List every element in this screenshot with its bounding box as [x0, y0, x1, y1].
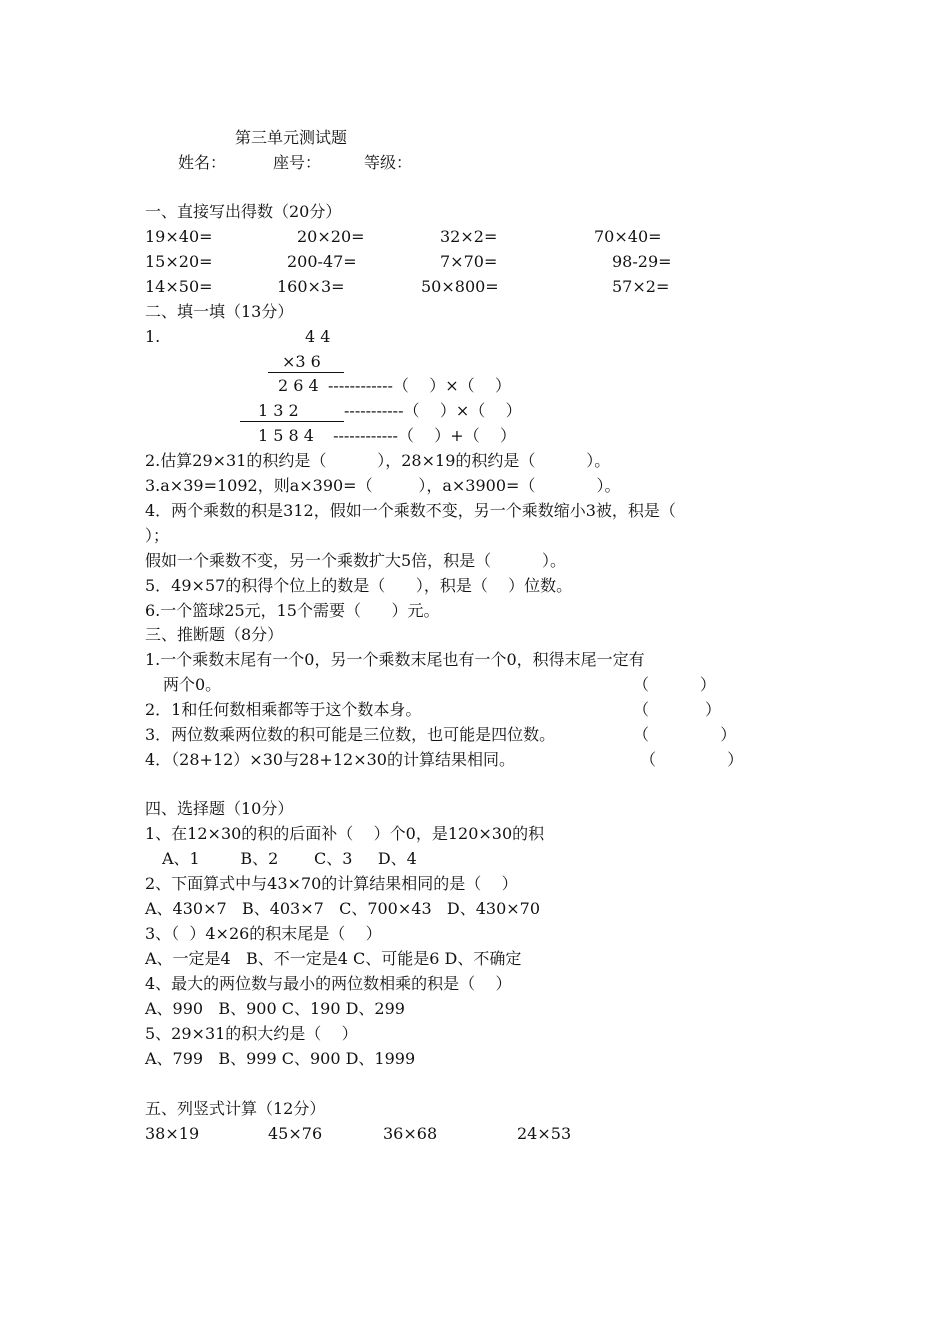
choice-5: 5、29×31的积大约是（ ） — [145, 1024, 358, 1043]
question-4-line-1: 4．两个乘数的积是312，假如一个乘数不变，另一个乘数缩小3被，积是（ — [145, 501, 676, 520]
calc-item: 160×3= — [277, 277, 345, 296]
choice-5-options: A、799 B、999 C、900 D、1999 — [145, 1049, 416, 1068]
calc-item: 20×20= — [297, 227, 365, 246]
question-5: 5．49×57的积得个位上的数是（ ），积是（ ）位数。 — [145, 576, 573, 595]
calc-item: 50×800= — [421, 277, 499, 296]
choice-2: 2、下面算式中与43×70的计算结果相同的是（ ） — [145, 874, 518, 893]
section-4-heading: 四、选择题（10分） — [145, 799, 294, 818]
question-number: 1. — [145, 327, 161, 346]
judge-2-answer: （ ） — [633, 700, 721, 719]
calc-item: 7×70= — [440, 252, 498, 271]
judge-3-answer: （ ） — [633, 725, 737, 744]
calc-item: 14×50= — [145, 277, 213, 296]
calc-item: 32×2= — [440, 227, 498, 246]
vertical-calc-item: 45×76 — [268, 1124, 323, 1143]
final-product: 1 5 8 4 — [258, 426, 314, 445]
choice-4: 4、最大的两位数与最小的两位数相乘的积是（ ） — [145, 974, 512, 993]
choice-1: 1、在12×30的积的后面补（ ）个0，是120×30的积 — [145, 824, 545, 843]
question-4-line-3: 假如一个乘数不变，另一个乘数扩大5倍，积是（ ）。 — [145, 551, 567, 570]
judge-3: 3．两位数乘两位数的积可能是三位数，也可能是四位数。 — [145, 725, 556, 744]
vertical-calc-item: 24×53 — [517, 1124, 572, 1143]
partial-product-2: 1 3 2 — [240, 401, 344, 422]
judge-4-answer: （ ） — [640, 750, 744, 769]
section-1-heading: 一、直接写出得数（20分） — [145, 202, 342, 221]
final-product-blanks: ------------（ ）+（ ） — [328, 426, 517, 445]
calc-item: 15×20= — [145, 252, 213, 271]
calc-item: 57×2= — [612, 277, 670, 296]
partial-product-2-blanks: -----------（ ）×（ ） — [344, 401, 522, 420]
choice-4-options: A、990 B、900 C、190 D、299 — [145, 999, 405, 1018]
choice-2-options: A、430×7 B、403×7 C、700×43 D、430×70 — [145, 899, 541, 918]
vertical-calc-item: 38×19 — [145, 1124, 200, 1143]
judge-2: 2．1和任何数相乘都等于这个数本身。 — [145, 700, 422, 719]
page-title: 第三单元测试题 — [235, 128, 348, 147]
vertical-calc-item: 36×68 — [383, 1124, 438, 1143]
calc-item: 19×40= — [145, 227, 213, 246]
judge-4: 4．（28+12）×30与28+12×30的计算结果相同。 — [145, 750, 515, 769]
question-6: 6.一个篮球25元，15个需要（ ）元。 — [145, 601, 440, 620]
choice-3: 3、（ ）4×26的积末尾是（ ） — [145, 924, 382, 943]
grade-label: 等级： — [364, 153, 413, 172]
section-3-heading: 三、推断题（8分） — [145, 625, 284, 644]
question-2: 2.估算29×31的积约是（ ），28×19的积约是（ ）。 — [145, 451, 611, 470]
question-3: 3.a×39=1092，则a×390=（ ），a×3900=（ ）。 — [145, 476, 621, 495]
question-4-line-2: ）； — [145, 526, 170, 545]
seat-label: 座号： — [273, 153, 322, 172]
vertical-multiplicand: 4 4 — [305, 327, 331, 346]
calc-item: 70×40= — [594, 227, 662, 246]
judge-1-line-1: 1.一个乘数末尾有一个0，另一个乘数末尾也有一个0，积得末尾一定有 — [145, 650, 645, 669]
name-label: 姓名： — [178, 153, 227, 172]
section-2-heading: 二、填一填（13分） — [145, 302, 294, 321]
vertical-multiplier: ×3 6 — [268, 352, 344, 373]
judge-1-line-2: 两个0。 — [163, 675, 222, 694]
section-5-heading: 五、列竖式计算（12分） — [145, 1099, 326, 1118]
partial-product-1-blanks: ------------（ ）×（ ） — [328, 376, 511, 395]
judge-1-answer: （ ） — [633, 675, 716, 694]
partial-product-1: 2 6 4 — [278, 376, 319, 395]
calc-item: 98-29= — [612, 252, 672, 271]
calc-item: 200-47= — [287, 252, 357, 271]
choice-1-options: A、1 B、2 C、3 D、4 — [162, 849, 417, 868]
choice-3-options: A、一定是4 B、不一定是4 C、可能是6 D、不确定 — [145, 949, 522, 968]
